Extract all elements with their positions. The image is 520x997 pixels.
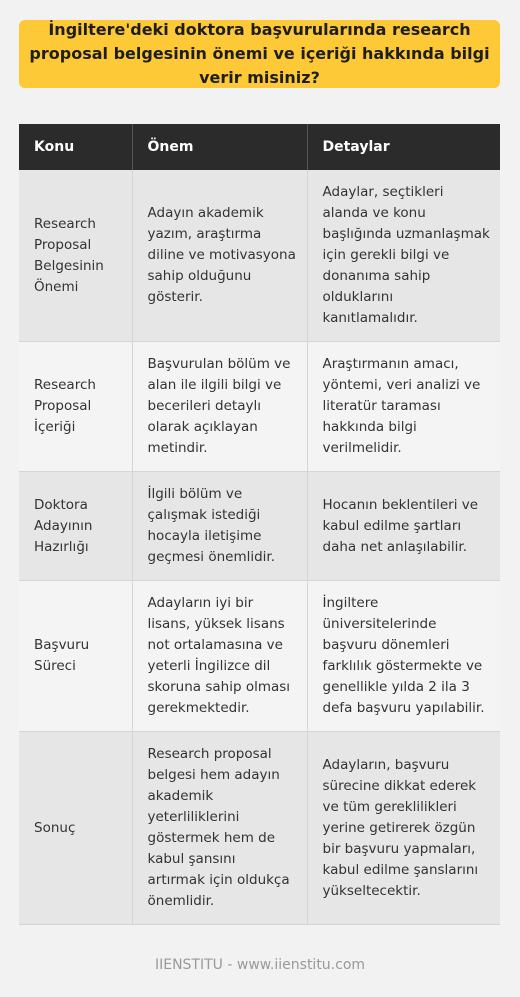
cell-onem: İlgili bölüm ve çalışmak istediği hocayla iletişime geçmesi önemlidir. — [132, 472, 307, 581]
footer-credit: IIENSTITU - www.iienstitu.com — [154, 957, 366, 973]
table-row — [19, 170, 500, 342]
cell-detaylar: Hocanın beklentileri ve kabul edilme şartları daha net anlaşılabilir. — [307, 472, 500, 581]
table-row — [19, 732, 500, 925]
column-header-detaylar: Detaylar — [307, 124, 500, 170]
table-header-row — [19, 124, 500, 170]
cell-konu: Sonuç — [19, 732, 132, 925]
question-banner — [19, 20, 500, 88]
cell-detaylar: Adayların, başvuru sürecine dikkat ederek ve tüm gereklilikleri yerine getirerek özgün bir başvuru yapmaları, kabul edilme şanslarını yükseltecektir. — [307, 732, 500, 925]
table-row — [19, 342, 500, 472]
column-header-konu: Konu — [19, 124, 132, 170]
cell-detaylar: İngiltere üniversitelerinde başvuru dönemleri farklılık göstermekte ve genellikle yılda 2 ila 3 defa başvuru yapılabilir. — [307, 581, 500, 732]
column-header-onem: Önem — [132, 124, 307, 170]
cell-detaylar: Araştırmanın amacı, yöntemi, veri analizi ve literatür taraması hakkında bilgi verilmelidir. — [307, 342, 500, 472]
cell-onem: Adayların iyi bir lisans, yüksek lisans not ortalamasına ve yeterli İngilizce dil skoruna sahip olması gerekmektedir. — [132, 581, 307, 732]
question-title: İngiltere'deki doktora başvurularında research proposal belgesinin önemi ve içeriği hakkında bilgi verir misiniz? — [29, 20, 490, 87]
cell-detaylar: Adaylar, seçtikleri alanda ve konu başlığında uzmanlaşmak için gerekli bilgi ve donanıma sahip olduklarını kanıtlamalıdır. — [307, 170, 500, 342]
cell-onem: Research proposal belgesi hem adayın akademik yeterliliklerini göstermek hem de kabul şansını artırmak için oldukça önemlidir. — [132, 732, 307, 925]
cell-konu: Research Proposal Belgesinin Önemi — [19, 170, 132, 342]
cell-onem: Başvurulan bölüm ve alan ile ilgili bilgi ve becerileri detaylı olarak açıklayan metindir. — [132, 342, 307, 472]
info-table — [19, 124, 500, 925]
table-row — [19, 472, 500, 581]
cell-konu: Research Proposal İçeriği — [19, 342, 132, 472]
table-row — [19, 581, 500, 732]
cell-konu: Doktora Adayının Hazırlığı — [19, 472, 132, 581]
cell-konu: Başvuru Süreci — [19, 581, 132, 732]
cell-onem: Adayın akademik yazım, araştırma diline ve motivasyona sahip olduğunu gösterir. — [132, 170, 307, 342]
